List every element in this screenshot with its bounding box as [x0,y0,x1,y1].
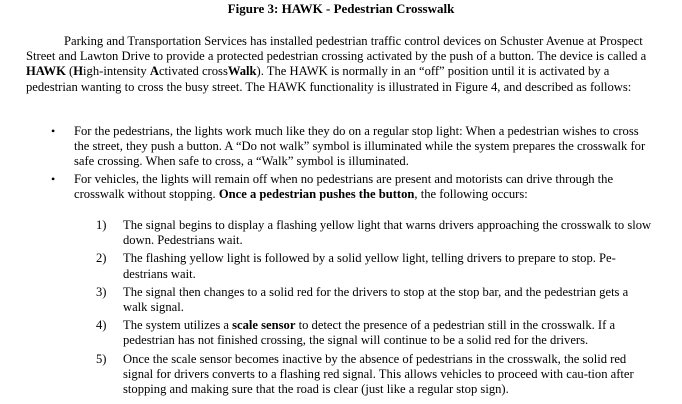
acronym-letter-h: H [73,64,84,79]
bullet-vehicles-text: For vehicles, the lights will remain off when no pedestrians are present and motorists can drive through the crosswalk without stopping. [74,171,614,201]
intro-text-ctivated: ctivated cross [158,64,228,79]
acronym-letter-a: A [149,64,159,79]
bullet-pedestrians [26,124,652,170]
step-number: 4) [96,318,107,333]
bullet-pedestrians-text: For the pedestrians, the lights work much like they do on a regular stop light: When a pedestrian wishes to cross the street, they push a button. A “Do not walk” symbol is illuminated while the system prepares the crosswalk for safe crossing. When safe to cross, a “Walk” symbol is illuminated. [74,124,646,169]
step-text: The signal then changes to a solid red for the drivers to stop at the stop bar, and the pedestrian gets a walk signal. [123,284,629,315]
step-number: 5) [96,351,107,366]
bullet-vehicles-end: , the following occurs: [414,186,528,201]
step-item [96,251,652,281]
step-text-post: to detect the presence of a pedestrian still in the crosswalk. If a pedestrian has not finished crossing, the signal will continue to be a solid red for the drivers. [123,318,616,348]
figure-title: Figure 3: HAWK - Pedestrian Crosswalk [227,1,455,16]
bullet-marker: • [51,124,56,138]
intro-text-2: ( [65,64,74,79]
intro-text-3: ). The HAWK is normally in an “off” position until it is activated by a pedestrian wanting to cross the busy street. The HAWK functionality is illustrated in Figure 4, and described as follows: [26,64,632,94]
hawk-acronym: HAWK [26,64,66,79]
step-number: 2) [96,251,107,266]
step-text: The signal begins to display a flashing yellow light that warns drivers approaching the crosswalk to slow down. Pedestrians wait. [123,218,652,248]
step-item [96,352,652,398]
step-text-pre: The system utilizes a [123,318,233,333]
step-text: Once the scale sensor becomes inactive by the absence of pedestrians in the crosswalk, the solid red signal for drivers converts to a flashing red signal. This allows vehicles to proceed with cau-tion after stopping and making sure that the road is clear (just like a regular stop sign). [123,351,634,397]
bullet-vehicles-bold: Once a pedestrian pushes the button [218,186,415,201]
step-text: The flashing yellow light is followed by a solid yellow light, telling drivers to prepare to stop. Pe-destrians wait. [123,251,616,281]
step-list [96,218,652,400]
bullet-list [26,124,652,202]
scale-sensor-term: scale sensor [232,318,296,333]
acronym-walk: Walk [227,64,257,79]
step-number: 3) [96,284,107,299]
step-number: 1) [96,218,107,232]
step-item [96,285,652,315]
intro-text-1: Parking and Transportation Services has installed pedestrian traffic control devices on Schuster Avenue at Prospect Street and Lawton Drive to provide a protected pedestrian crossing activated by the push of a button. The device is called a [26,34,647,64]
bullet-marker: • [51,171,56,186]
intro-text-igh: igh-intensity [83,64,150,79]
bullet-vehicles [26,172,652,202]
step-item [96,218,652,248]
step-item [96,318,652,348]
intro-paragraph [26,34,648,95]
